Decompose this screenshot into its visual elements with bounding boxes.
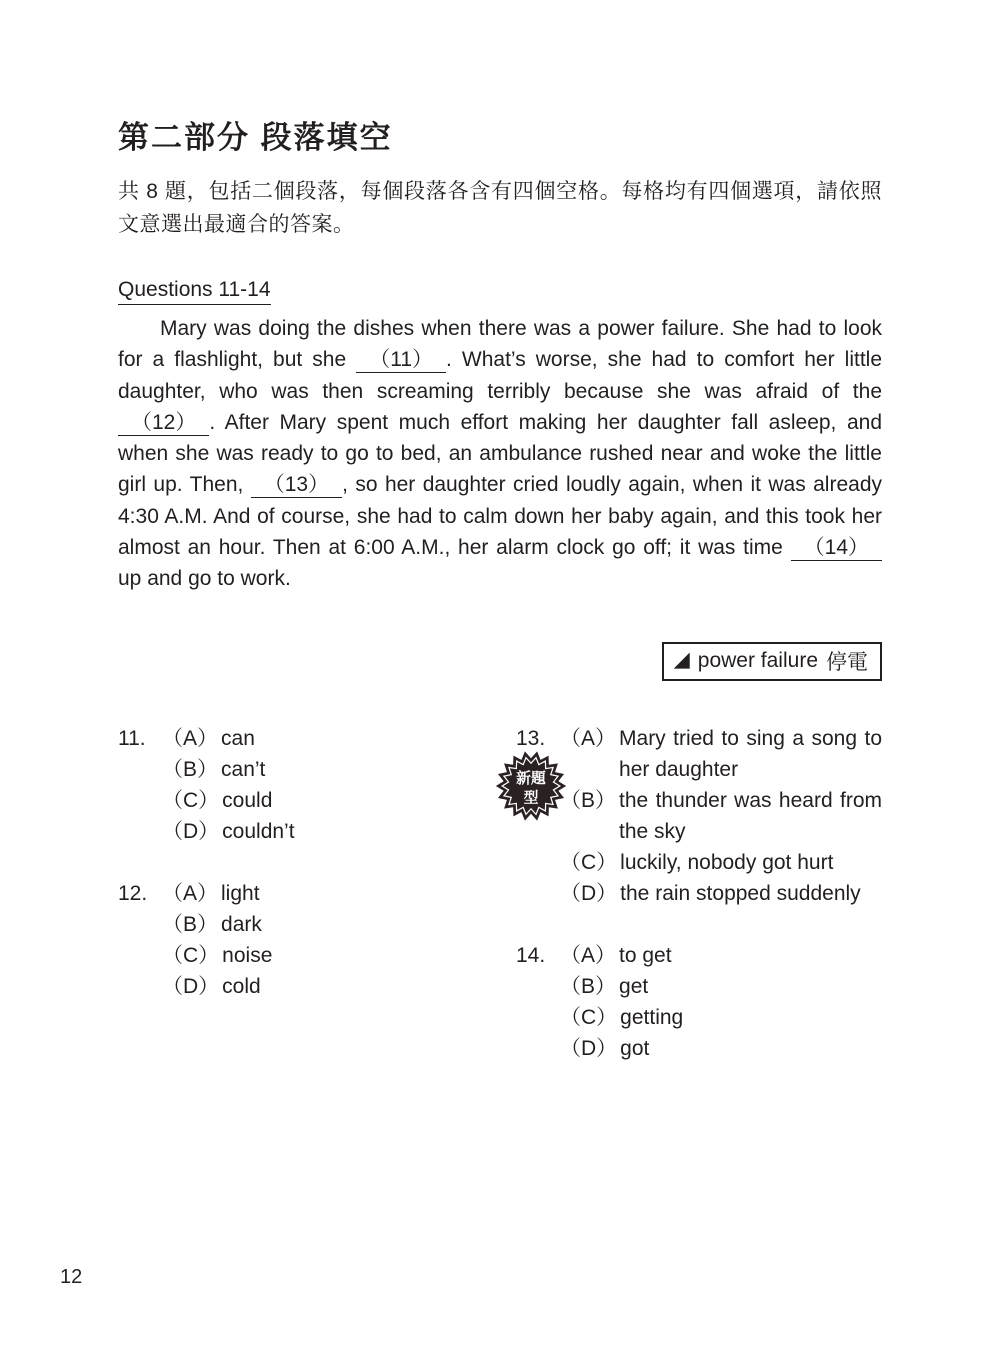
option-13-b	[560, 785, 882, 847]
option-text: dark	[221, 912, 262, 936]
question-11	[118, 723, 516, 847]
blank-11: （11）	[356, 348, 446, 373]
option-text: the rain stopped suddenly	[620, 881, 861, 905]
option-label: （C）	[560, 850, 618, 874]
questions-range-row	[118, 241, 882, 305]
option-12-b	[162, 909, 516, 940]
option-label: （D）	[560, 1036, 618, 1060]
passage-text: . After Mary spent much effort making her daughter fall asleep, and when she was ready to go to bed, an ambulance rushed near and woke the little girl up. Then,	[118, 410, 882, 497]
starburst-seal-icon	[494, 749, 568, 823]
option-text: Mary tried to sing a song to her daughter	[619, 726, 882, 781]
passage-paragraph	[118, 313, 882, 595]
vocab-translation: 停電	[826, 650, 868, 674]
options-list	[560, 940, 882, 1064]
blank-14: （14）	[791, 536, 882, 561]
options-list	[560, 723, 882, 909]
vocab-term: power failure	[697, 648, 818, 672]
new-question-type-badge	[494, 749, 568, 823]
option-12-c	[162, 940, 516, 971]
questions-range-label: Questions 11-14	[118, 278, 271, 305]
option-14-d	[560, 1033, 882, 1064]
option-text: could	[222, 788, 273, 812]
option-11-d	[162, 816, 516, 847]
option-label: （A）	[560, 943, 617, 967]
option-label: （C）	[162, 943, 220, 967]
option-14-c	[560, 1002, 882, 1033]
option-14-a	[560, 940, 882, 971]
option-13-d	[560, 878, 882, 909]
question-number: 14.	[516, 943, 546, 967]
option-label: （B）	[162, 757, 219, 781]
option-text: getting	[620, 1005, 684, 1029]
option-text: get	[619, 974, 649, 998]
option-13-c	[560, 847, 882, 878]
option-11-c	[162, 785, 516, 816]
question-12	[118, 878, 516, 1002]
passage-text: up and go to work.	[118, 567, 291, 591]
badge-text-line2: 型	[523, 790, 539, 807]
option-13-a	[560, 723, 882, 785]
option-14-b	[560, 971, 882, 1002]
section-instructions: 共 8 題，包括二個段落，每個段落各含有四個空格。每格均有四個選項，請依照文意選出最適合的答案。	[118, 180, 882, 236]
question-number: 12.	[118, 881, 148, 905]
blank-12: （12）	[118, 411, 209, 436]
option-11-a	[162, 723, 516, 754]
badge-text-line1: 新題	[516, 770, 546, 787]
options-list	[162, 878, 516, 1002]
option-text: can’t	[221, 757, 266, 781]
option-label: （A）	[162, 881, 219, 905]
page-number: 12	[60, 1266, 83, 1288]
option-label: （C）	[162, 788, 220, 812]
option-label: （A）	[162, 726, 219, 750]
option-label: （B）	[560, 788, 617, 812]
options-list	[162, 723, 516, 847]
option-text: noise	[222, 943, 273, 967]
question-14	[516, 940, 882, 1064]
option-text: light	[221, 881, 260, 905]
option-12-d	[162, 971, 516, 1002]
triangle-icon: ◢	[673, 648, 690, 672]
option-label: （A）	[560, 726, 617, 750]
option-label: （D）	[560, 881, 618, 905]
option-label: （D）	[162, 819, 220, 843]
option-label: （B）	[162, 912, 219, 936]
option-label: （D）	[162, 974, 220, 998]
section-title: 第二部分 段落填空	[118, 120, 393, 155]
option-text: the thunder was heard from the sky	[619, 788, 882, 843]
passage-text: Mary was doing the dishes when there was a power failure. She had to look for a flashlight, but she	[118, 317, 882, 372]
option-label: （C）	[560, 1005, 618, 1029]
vocab-box	[662, 642, 882, 681]
option-text: cold	[222, 974, 261, 998]
passage-text: . What’s worse, she had to comfort her little daughter, who was then screaming terribly because she was afraid of the	[118, 348, 882, 403]
option-text: luckily, nobody got hurt	[620, 850, 834, 874]
question-13	[516, 723, 882, 909]
blank-13: （13）	[251, 473, 342, 498]
option-12-a	[162, 878, 516, 909]
questions-section	[118, 723, 882, 1095]
question-number: 13.	[516, 726, 546, 750]
option-text: can	[221, 726, 255, 750]
questions-right-column	[516, 723, 882, 1095]
option-text: to get	[619, 943, 672, 967]
questions-left-column	[118, 723, 516, 1095]
option-text: got	[620, 1036, 650, 1060]
option-text: couldn’t	[222, 819, 295, 843]
question-number: 11.	[118, 726, 146, 750]
option-11-b	[162, 754, 516, 785]
passage-text: , so her daughter cried loudly again, when it was already 4:30 A.M. And of course, she had to calm down her baby again, and this took her almost an hour. Then at 6:00 A.M., her alarm clock go off; it was time	[118, 473, 882, 560]
option-label: （B）	[560, 974, 617, 998]
